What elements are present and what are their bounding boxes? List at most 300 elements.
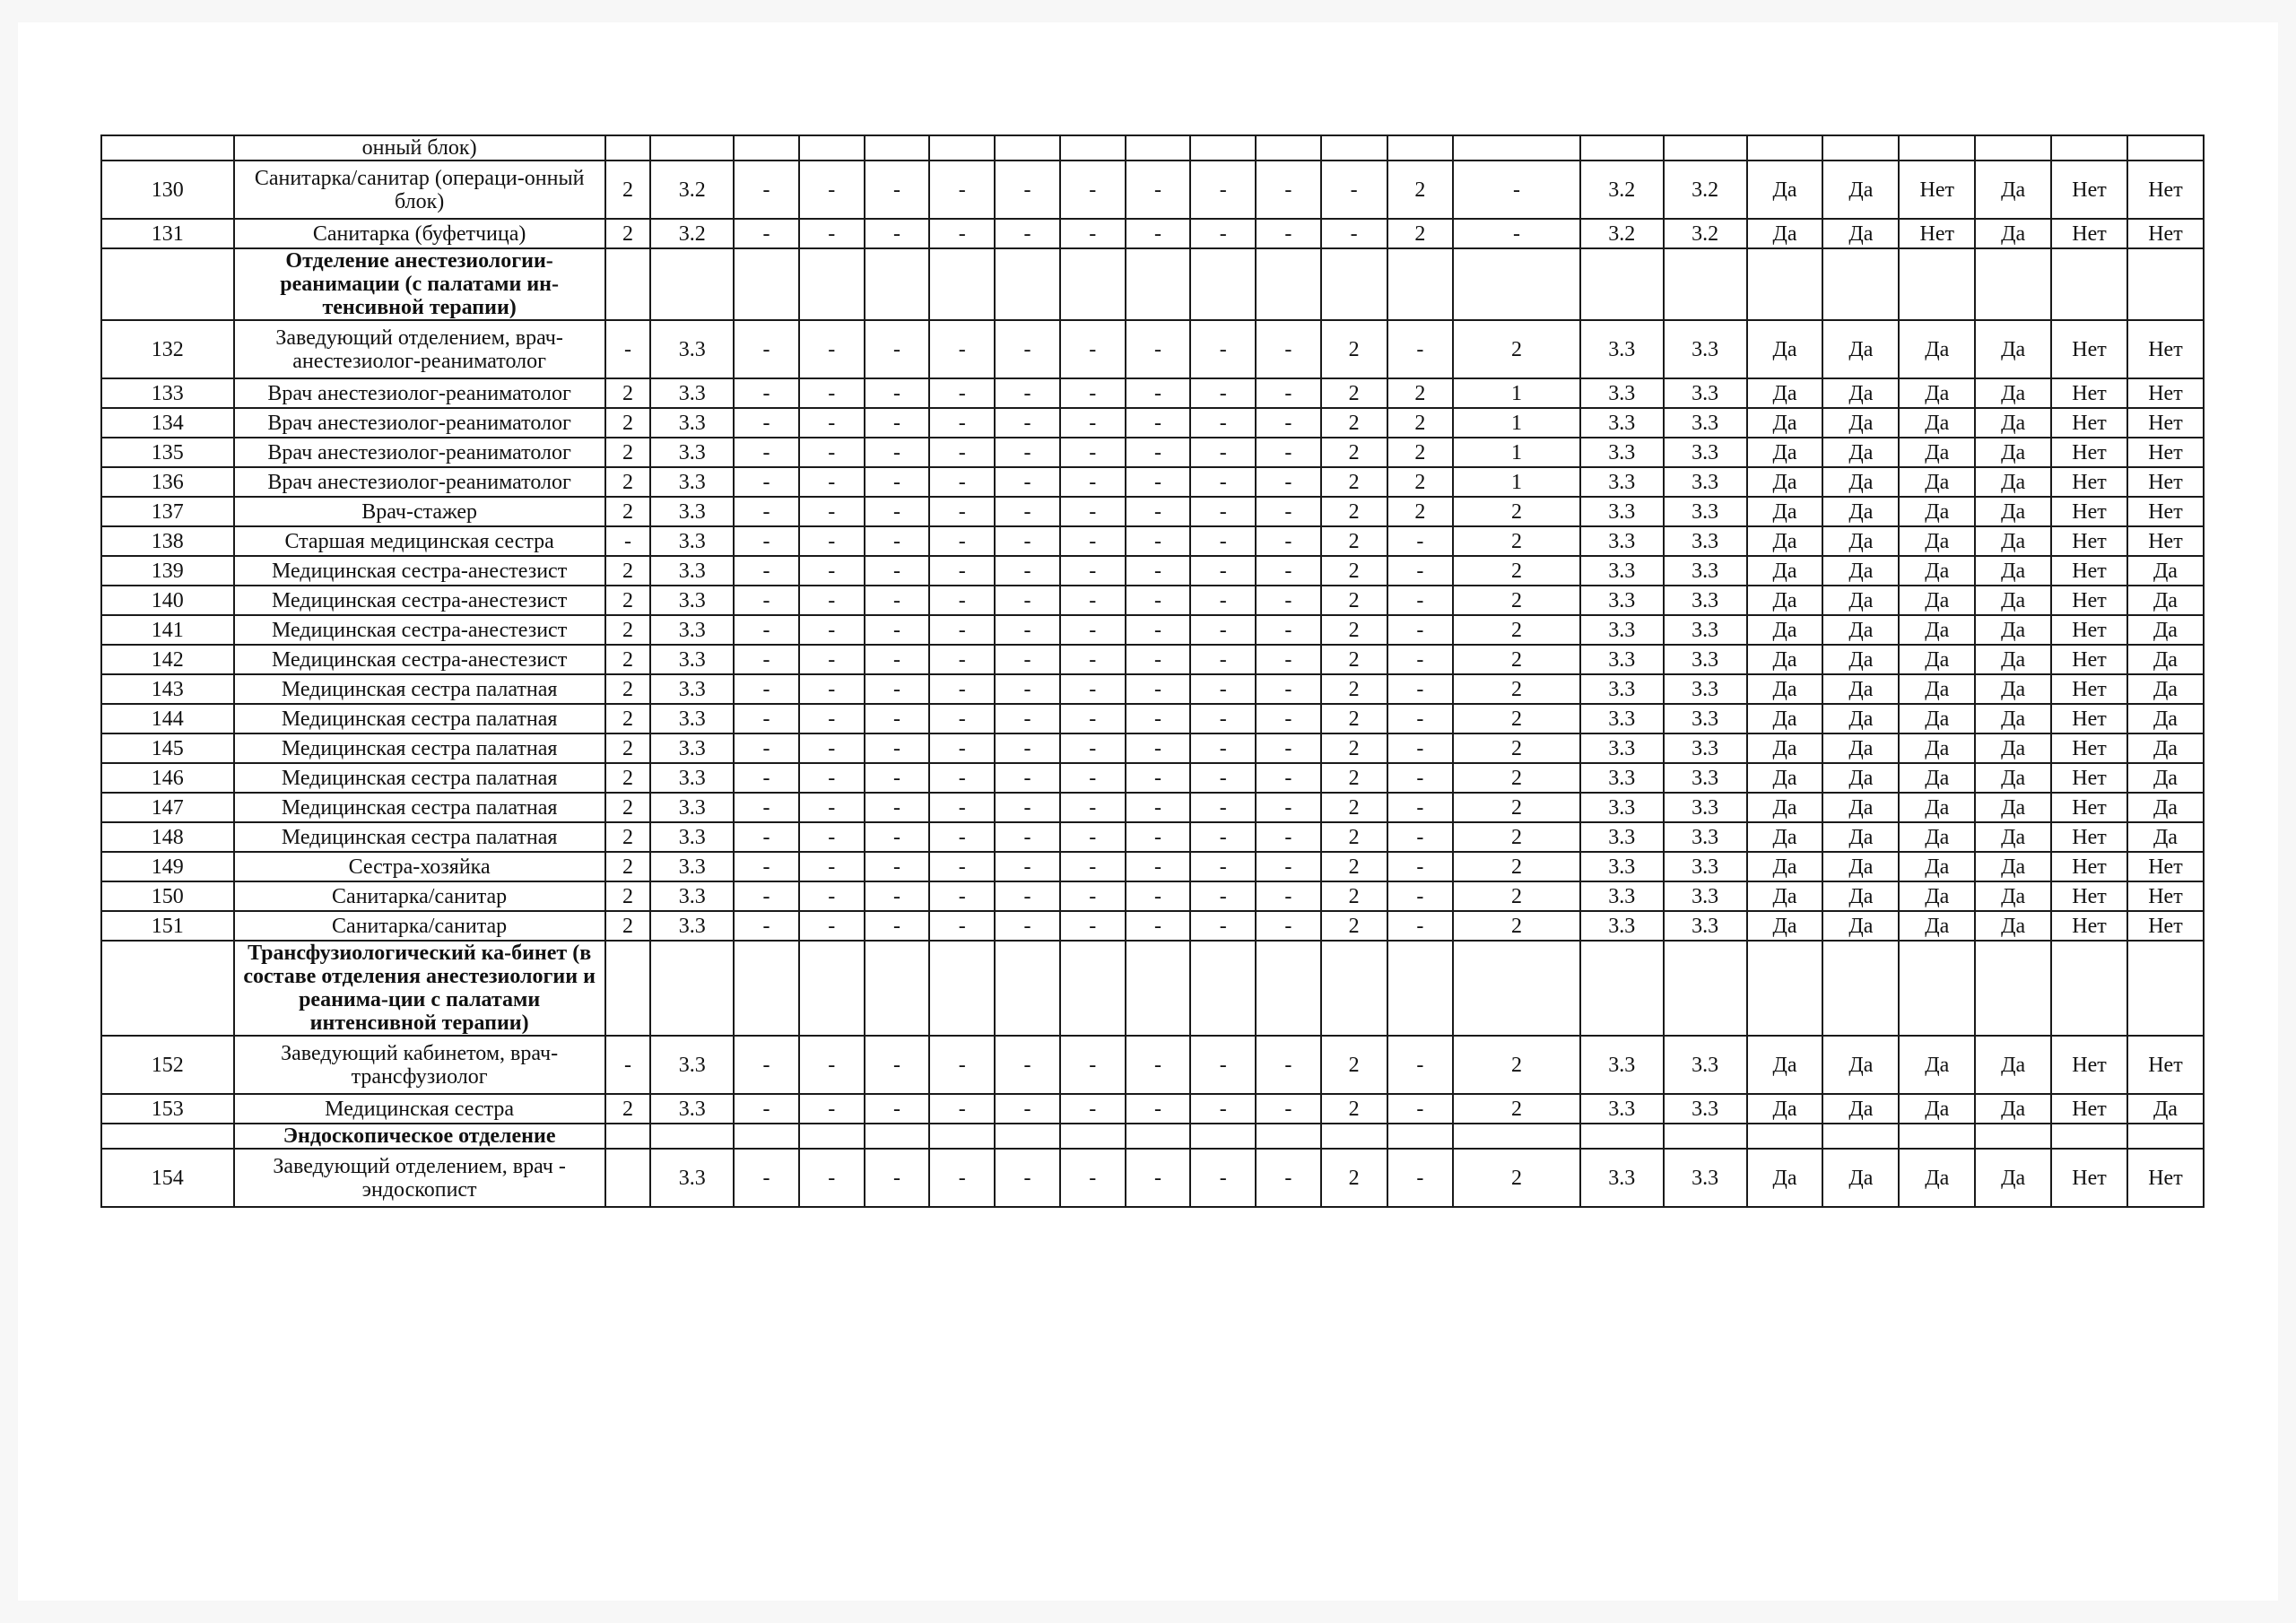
table-cell: - [1060, 586, 1126, 615]
table-cell: 2 [1453, 556, 1579, 586]
table-cell [1664, 248, 1747, 320]
table-cell: 2 [1321, 438, 1387, 467]
table-cell: - [734, 556, 799, 586]
table-cell: - [995, 615, 1060, 645]
table-cell: - [995, 378, 1060, 408]
table-cell: 2 [1387, 408, 1454, 438]
table-cell: - [929, 467, 995, 497]
table-cell: - [605, 526, 651, 556]
table-cell: - [1321, 219, 1387, 248]
table-cell: - [734, 586, 799, 615]
table-cell: 3.3 [1664, 586, 1747, 615]
table-cell: - [799, 733, 865, 763]
table-cell: Да [1822, 378, 1899, 408]
table-cell: - [1387, 793, 1454, 822]
table-cell: 3.3 [1580, 733, 1664, 763]
table-cell: - [1126, 438, 1191, 467]
table-cell: - [1387, 852, 1454, 881]
table-cell: Да [2127, 704, 2204, 733]
table-cell: - [1190, 1149, 1256, 1207]
table-cell: Да [1975, 763, 2051, 793]
table-cell: - [995, 674, 1060, 704]
table-cell: Да [1899, 497, 1975, 526]
table-cell: Да [1899, 645, 1975, 674]
table-cell: 2 [1387, 497, 1454, 526]
table-cell: - [1387, 1036, 1454, 1094]
table-cell [605, 941, 651, 1036]
position-name: Врач анестезиолог-реаниматолог [234, 408, 605, 438]
table-cell: - [995, 1036, 1060, 1094]
table-cell: 2 [1321, 852, 1387, 881]
table-cell: 3.2 [1580, 219, 1664, 248]
table-cell [1453, 1124, 1579, 1149]
table-cell: 3.3 [1664, 1149, 1747, 1207]
table-cell: - [929, 1094, 995, 1124]
table-cell: - [1060, 645, 1126, 674]
table-cell: Да [1822, 556, 1899, 586]
position-name: Медицинская сестра палатная [234, 822, 605, 852]
table-cell: - [1256, 467, 1321, 497]
table-cell: - [734, 704, 799, 733]
section-title: Эндоскопическое отделение [234, 1124, 605, 1149]
table-cell: - [995, 645, 1060, 674]
table-cell: - [734, 615, 799, 645]
table-cell: Да [1899, 1094, 1975, 1124]
table-cell: Да [1975, 320, 2051, 378]
table-cell: - [865, 467, 930, 497]
table-cell: Да [1975, 556, 2051, 586]
table-cell [929, 248, 995, 320]
table-cell: 2 [1453, 497, 1579, 526]
position-name: Медицинская сестра-анестезист [234, 586, 605, 615]
table-cell: 3.3 [1580, 467, 1664, 497]
table-cell: - [1190, 556, 1256, 586]
table-cell: - [865, 911, 930, 941]
table-row [101, 793, 2204, 822]
table-cell: Да [1822, 674, 1899, 704]
table-cell: - [734, 822, 799, 852]
table-cell [1321, 1124, 1387, 1149]
row-number: 132 [101, 320, 234, 378]
table-cell: 3.3 [1664, 645, 1747, 674]
table-cell [2127, 135, 2204, 161]
table-cell: - [865, 704, 930, 733]
table-cell: 3.3 [1580, 556, 1664, 586]
table-cell: - [1256, 763, 1321, 793]
table-cell: 3.3 [1580, 645, 1664, 674]
table-cell: - [1126, 556, 1191, 586]
table-cell: - [995, 526, 1060, 556]
table-cell: - [1060, 161, 1126, 219]
table-cell [1256, 248, 1321, 320]
table-cell: - [1387, 556, 1454, 586]
table-row [101, 526, 2204, 556]
table-cell: Нет [2127, 408, 2204, 438]
table-cell: 3.3 [1664, 793, 1747, 822]
table-cell: Нет [2051, 586, 2127, 615]
table-cell: - [1321, 161, 1387, 219]
table-cell: - [929, 219, 995, 248]
position-name: Санитарка (буфетчица) [234, 219, 605, 248]
table-cell [1190, 1124, 1256, 1149]
table-cell: - [1126, 161, 1191, 219]
row-number: 151 [101, 911, 234, 941]
table-cell: - [1190, 822, 1256, 852]
table-cell: 2 [1321, 881, 1387, 911]
table-cell: 2 [605, 674, 651, 704]
table-cell: Да [1747, 1094, 1823, 1124]
table-cell: - [929, 378, 995, 408]
table-cell: Нет [2051, 438, 2127, 467]
table-cell: Да [1747, 763, 1823, 793]
table-cell: - [929, 408, 995, 438]
table-cell: - [1256, 911, 1321, 941]
table-cell: Да [1899, 822, 1975, 852]
table-cell: - [1256, 733, 1321, 763]
table-cell: 3.3 [1580, 704, 1664, 733]
table-cell: Да [1899, 881, 1975, 911]
table-cell: 2 [1387, 161, 1454, 219]
table-cell: - [865, 378, 930, 408]
table-cell: - [1190, 161, 1256, 219]
table-cell: Да [1975, 408, 2051, 438]
table-cell: - [1060, 793, 1126, 822]
table-cell: - [929, 556, 995, 586]
table-cell: 3.3 [650, 615, 734, 645]
table-cell: 1 [1453, 438, 1579, 467]
table-cell: - [1060, 467, 1126, 497]
table-cell: Да [1747, 320, 1823, 378]
table-cell: 3.3 [1580, 793, 1664, 822]
table-cell: - [799, 408, 865, 438]
table-cell: 3.3 [1580, 320, 1664, 378]
table-cell: - [1190, 911, 1256, 941]
table-cell: - [734, 320, 799, 378]
table-cell: Нет [1899, 219, 1975, 248]
table-cell: Нет [2051, 526, 2127, 556]
table-cell: 3.3 [1580, 408, 1664, 438]
table-cell: - [1190, 586, 1256, 615]
table-cell [995, 248, 1060, 320]
table-cell: - [1060, 615, 1126, 645]
table-cell: Да [1975, 378, 2051, 408]
position-name: онный блок) [234, 135, 605, 161]
table-cell: - [799, 497, 865, 526]
table-cell: - [929, 497, 995, 526]
table-cell: - [734, 1094, 799, 1124]
table-cell: Да [1822, 704, 1899, 733]
table-cell: - [865, 1036, 930, 1094]
table-cell: Да [1975, 219, 2051, 248]
table-cell: - [1126, 586, 1191, 615]
table-cell: 2 [605, 733, 651, 763]
table-cell: 3.3 [1664, 911, 1747, 941]
table-cell: - [929, 793, 995, 822]
row-number: 138 [101, 526, 234, 556]
table-cell: - [605, 1036, 651, 1094]
table-cell: - [995, 320, 1060, 378]
table-cell: - [734, 497, 799, 526]
table-cell: 3.3 [650, 822, 734, 852]
table-cell [1060, 1124, 1126, 1149]
table-cell: 3.3 [650, 1036, 734, 1094]
table-cell: - [1256, 852, 1321, 881]
table-row [101, 852, 2204, 881]
table-cell [1256, 941, 1321, 1036]
table-cell: Да [1747, 556, 1823, 586]
table-cell: - [1387, 645, 1454, 674]
table-cell: Да [1747, 378, 1823, 408]
table-cell: - [799, 881, 865, 911]
table-cell: Да [1747, 704, 1823, 733]
table-cell: Нет [2127, 852, 2204, 881]
table-cell [2051, 1124, 2127, 1149]
table-cell: - [1256, 1149, 1321, 1207]
table-cell: 2 [605, 763, 651, 793]
table-cell [1190, 248, 1256, 320]
table-cell [1126, 1124, 1191, 1149]
table-cell [799, 135, 865, 161]
table-cell: - [734, 526, 799, 556]
table-cell: Да [1975, 911, 2051, 941]
table-cell: - [799, 763, 865, 793]
table-cell: Да [1822, 320, 1899, 378]
table-cell: Да [1822, 1149, 1899, 1207]
table-cell: - [865, 733, 930, 763]
table-cell: - [734, 438, 799, 467]
row-number: 141 [101, 615, 234, 645]
table-cell: - [995, 556, 1060, 586]
position-name: Заведующий отделением, врач - эндоскопист [234, 1149, 605, 1207]
table-cell: Да [1899, 586, 1975, 615]
table-cell: 3.3 [1580, 586, 1664, 615]
table-cell: 2 [1453, 645, 1579, 674]
table-cell [1899, 135, 1975, 161]
table-cell: Да [1899, 1149, 1975, 1207]
table-cell: Да [1822, 763, 1899, 793]
table-cell [799, 941, 865, 1036]
table-cell: Да [1822, 793, 1899, 822]
table-cell: 2 [1453, 911, 1579, 941]
table-cell: 3.3 [650, 320, 734, 378]
table-cell: 3.3 [1664, 467, 1747, 497]
table-cell: Да [1747, 497, 1823, 526]
table-cell: - [865, 674, 930, 704]
table-cell: - [1060, 526, 1126, 556]
table-row [101, 645, 2204, 674]
table-cell [865, 1124, 930, 1149]
table-cell: - [734, 378, 799, 408]
table-cell: Да [2127, 586, 2204, 615]
table-cell: 3.3 [650, 497, 734, 526]
table-cell: 2 [605, 793, 651, 822]
table-cell [1387, 135, 1454, 161]
table-cell: - [734, 763, 799, 793]
table-cell: - [1256, 378, 1321, 408]
row-number: 153 [101, 1094, 234, 1124]
table-cell [1580, 1124, 1664, 1149]
table-cell: - [1256, 674, 1321, 704]
table-cell [929, 941, 995, 1036]
table-cell: - [799, 793, 865, 822]
table-cell: 3.2 [1580, 161, 1664, 219]
table-cell: Да [1747, 467, 1823, 497]
row-number: 137 [101, 497, 234, 526]
table-cell: - [929, 881, 995, 911]
table-cell [734, 135, 799, 161]
table-cell: 3.3 [650, 378, 734, 408]
table-cell: 2 [1321, 793, 1387, 822]
table-cell: 3.2 [1664, 219, 1747, 248]
table-cell: Да [1899, 793, 1975, 822]
table-cell: - [1190, 645, 1256, 674]
table-cell: Да [1747, 526, 1823, 556]
table-cell [650, 1124, 734, 1149]
table-cell: Да [1747, 586, 1823, 615]
table-cell: - [1060, 704, 1126, 733]
table-cell: Да [1822, 586, 1899, 615]
table-cell: - [995, 161, 1060, 219]
table-cell: - [865, 408, 930, 438]
table-cell [1453, 248, 1579, 320]
table-cell: 3.3 [650, 408, 734, 438]
table-cell: - [929, 526, 995, 556]
table-cell: - [799, 645, 865, 674]
table-cell: Нет [2051, 822, 2127, 852]
table-cell: Да [1975, 645, 2051, 674]
table-cell: - [1126, 526, 1191, 556]
table-cell: Да [1822, 161, 1899, 219]
table-cell: - [1060, 911, 1126, 941]
table-cell: - [865, 556, 930, 586]
table-cell: - [1060, 881, 1126, 911]
table-cell: - [929, 1036, 995, 1094]
table-cell: - [799, 378, 865, 408]
row-number: 149 [101, 852, 234, 881]
table-cell: 2 [1321, 674, 1387, 704]
table-cell: - [1256, 438, 1321, 467]
table-cell: 3.3 [1580, 526, 1664, 556]
table-cell: 2 [1321, 1149, 1387, 1207]
table-cell: Нет [2127, 438, 2204, 467]
section-header-row [101, 941, 2204, 1036]
table-cell: 2 [605, 378, 651, 408]
table-cell: Да [1899, 378, 1975, 408]
table-cell: Да [1899, 733, 1975, 763]
table-cell: Да [1975, 793, 2051, 822]
table-cell: Да [1747, 438, 1823, 467]
row-number: 135 [101, 438, 234, 467]
table-cell: - [1190, 704, 1256, 733]
table-cell [865, 941, 930, 1036]
table-cell: - [799, 467, 865, 497]
table-cell: - [995, 467, 1060, 497]
table-cell [650, 248, 734, 320]
table-row [101, 161, 2204, 219]
table-cell: 3.3 [650, 852, 734, 881]
table-cell: - [1060, 556, 1126, 586]
table-cell: - [734, 161, 799, 219]
table-cell: 3.3 [1664, 822, 1747, 852]
table-cell: 2 [1387, 467, 1454, 497]
table-cell: - [995, 408, 1060, 438]
table-cell: 2 [1453, 526, 1579, 556]
table-cell [995, 135, 1060, 161]
table-cell: - [1190, 1094, 1256, 1124]
table-cell: - [1126, 911, 1191, 941]
table-cell: - [1126, 852, 1191, 881]
table-cell: - [929, 733, 995, 763]
table-row [101, 378, 2204, 408]
table-cell [995, 1124, 1060, 1149]
table-cell: - [1126, 881, 1191, 911]
table-cell: Нет [2051, 763, 2127, 793]
table-cell: - [1126, 615, 1191, 645]
row-number: 145 [101, 733, 234, 763]
row-number: 131 [101, 219, 234, 248]
table-cell: 2 [1321, 911, 1387, 941]
table-cell: - [929, 645, 995, 674]
table-cell: - [734, 674, 799, 704]
table-row [101, 881, 2204, 911]
table-cell: 2 [605, 822, 651, 852]
table-cell: 3.3 [1664, 378, 1747, 408]
table-row [101, 497, 2204, 526]
table-cell: Да [1747, 408, 1823, 438]
table-row [101, 1094, 2204, 1124]
table-cell: Да [1899, 556, 1975, 586]
position-name: Санитарка/санитар [234, 911, 605, 941]
position-name: Врач анестезиолог-реаниматолог [234, 467, 605, 497]
table-cell: 3.3 [650, 1149, 734, 1207]
table-cell: Нет [2127, 497, 2204, 526]
table-cell [1060, 248, 1126, 320]
table-cell: Да [1822, 526, 1899, 556]
table-cell: Нет [2051, 674, 2127, 704]
table-cell: 3.3 [1664, 674, 1747, 704]
table-cell: - [865, 320, 930, 378]
table-cell [1975, 135, 2051, 161]
table-cell [1387, 941, 1454, 1036]
table-cell: 3.2 [650, 161, 734, 219]
table-cell [2127, 248, 2204, 320]
table-cell: Нет [2051, 733, 2127, 763]
table-cell [1190, 941, 1256, 1036]
row-number: 143 [101, 674, 234, 704]
table-cell: - [1060, 822, 1126, 852]
table-cell: - [799, 586, 865, 615]
table-cell: - [1060, 219, 1126, 248]
table-cell: Нет [2051, 911, 2127, 941]
table-cell [865, 135, 930, 161]
row-number: 148 [101, 822, 234, 852]
table-cell: Да [1975, 1149, 2051, 1207]
table-cell: 3.3 [1580, 822, 1664, 852]
table-cell [1822, 135, 1899, 161]
table-cell [2051, 135, 2127, 161]
table-cell: 3.3 [650, 674, 734, 704]
table-cell: Нет [2127, 881, 2204, 911]
table-cell: - [865, 645, 930, 674]
table-cell [1580, 941, 1664, 1036]
table-cell: 2 [605, 704, 651, 733]
table-cell: - [995, 822, 1060, 852]
table-row [101, 763, 2204, 793]
table-cell: - [1126, 467, 1191, 497]
table-cell: 3.3 [1580, 378, 1664, 408]
table-cell: Нет [2127, 467, 2204, 497]
table-cell: 2 [1321, 1036, 1387, 1094]
